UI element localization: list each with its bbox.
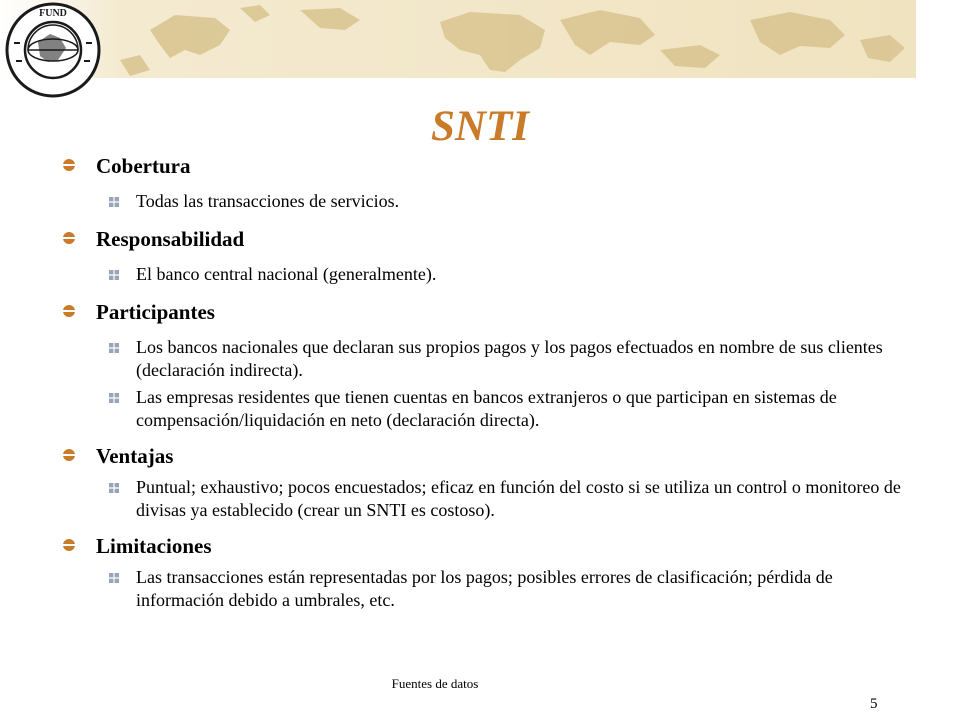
sub-item — [62, 386, 922, 432]
heading-text: Responsabilidad — [96, 227, 245, 251]
square-bullet-icon — [108, 196, 120, 208]
sub-item — [62, 263, 922, 286]
circle-bullet-icon — [62, 231, 76, 245]
sub-item-text: El banco central nacional (generalmente). — [136, 264, 437, 284]
sub-item — [62, 476, 922, 522]
world-map-banner — [0, 0, 916, 78]
section-heading — [62, 298, 922, 326]
square-bullet-icon — [108, 392, 120, 404]
circle-bullet-icon — [62, 538, 76, 552]
section-heading — [62, 152, 922, 180]
sub-item — [62, 336, 922, 382]
section-heading — [62, 532, 922, 560]
imf-logo — [4, 2, 102, 98]
square-bullet-icon — [108, 342, 120, 354]
sub-item-text: Los bancos nacionales que declaran sus propios pagos y los pagos efectuados en nombre de sus clientes (declaración indirecta). — [136, 337, 883, 380]
heading-text: Cobertura — [96, 154, 191, 178]
page-number: 5 — [870, 696, 878, 712]
sub-item — [62, 566, 922, 612]
circle-bullet-icon — [62, 448, 76, 462]
sub-item-text: Las transacciones están representadas por los pagos; posibles errores de clasificación; pérdida de información debido a umbrales, etc. — [136, 567, 833, 610]
sub-item-text: Las empresas residentes que tienen cuentas en bancos extranjeros o que participan en sistemas de compensación/liquidación en neto (declaración directa). — [136, 387, 837, 430]
circle-bullet-icon — [62, 304, 76, 318]
square-bullet-icon — [108, 269, 120, 281]
heading-text: Limitaciones — [96, 534, 212, 558]
svg-text:FUND: FUND — [39, 8, 67, 19]
sub-item — [62, 190, 922, 213]
bullet-list — [62, 150, 922, 612]
heading-text: Ventajas — [96, 444, 174, 468]
square-bullet-icon — [108, 482, 120, 494]
slide-title: SNTI — [431, 103, 529, 150]
circle-bullet-icon — [62, 158, 76, 172]
imf-seal-icon — [4, 2, 102, 98]
section-heading — [62, 225, 922, 253]
heading-text: Participantes — [96, 300, 215, 324]
square-bullet-icon — [108, 572, 120, 584]
section-heading — [62, 442, 922, 470]
sub-item-text: Todas las transacciones de servicios. — [136, 191, 400, 211]
sub-item-text: Puntual; exhaustivo; pocos encuestados; eficaz en función del costo si se utiliza un control o monitoreo de divisas ya establecido (crear un SNTI es costoso). — [136, 477, 901, 520]
footer-text: Fuentes de datos — [391, 676, 479, 691]
